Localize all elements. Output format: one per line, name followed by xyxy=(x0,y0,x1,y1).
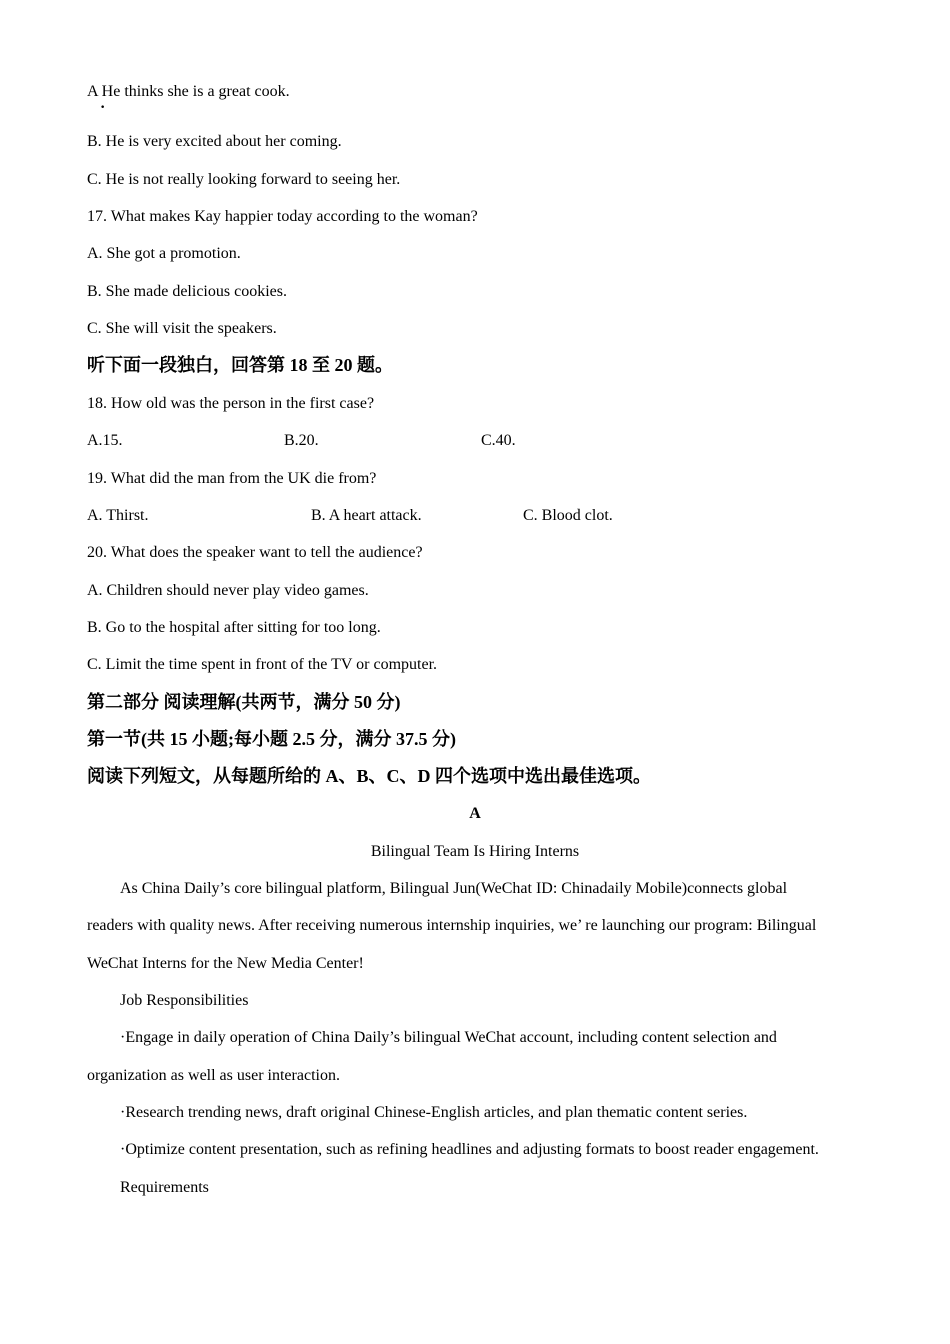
q17-option-c: C. She will visit the speakers. xyxy=(87,320,277,337)
responsibility-1-line-2: organization as well as user interaction. xyxy=(87,1067,340,1084)
q19-option-a: A. Thirst. xyxy=(87,507,149,524)
responsibility-3: ·Optimize content presentation, such as refining headlines and adjusting formats to boost reader engagement. xyxy=(120,1141,819,1158)
q18-option-a: A.15. xyxy=(87,432,123,449)
stray-dot-mark: · xyxy=(100,99,106,116)
q20-option-b: B. Go to the hospital after sitting for too long. xyxy=(87,619,381,636)
q17-stem: 17. What makes Kay happier today according to the woman? xyxy=(87,208,478,225)
section1-heading: 第一节(共 15 小题;每小题 2.5 分，满分 37.5 分) xyxy=(87,729,456,749)
q20-option-c: C. Limit the time spent in front of the TV or computer. xyxy=(87,656,438,673)
q17-option-b: B. She made delicious cookies. xyxy=(87,283,287,300)
passage-title: Bilingual Team Is Hiring Interns xyxy=(370,843,580,860)
monologue-instruction: 听下面一段独白，回答第 18 至 20 题。 xyxy=(87,355,393,375)
q17-option-a: A. She got a promotion. xyxy=(87,245,241,262)
q16-option-a: A He thinks she is a great cook. xyxy=(87,83,290,100)
intro-line-2: readers with quality news. After receiving numerous internship inquiries, we’ re launching our program: Bilingual xyxy=(87,917,817,934)
q16-option-c: C. He is not really looking forward to seeing her. xyxy=(87,171,401,188)
q19-option-c: C. Blood clot. xyxy=(523,507,613,524)
intro-line-1: As China Daily’s core bilingual platform, Bilingual Jun(WeChat ID: Chinadaily Mobile)connects global xyxy=(120,880,788,897)
reading-instruction: 阅读下列短文，从每题所给的 A、B、C、D 四个选项中选出最佳选项。 xyxy=(87,766,651,786)
requirements-heading: Requirements xyxy=(120,1179,209,1196)
part2-heading: 第二部分 阅读理解(共两节，满分 50 分) xyxy=(87,692,401,712)
q19-stem: 19. What did the man from the UK die from? xyxy=(87,470,377,487)
responsibility-2: ·Research trending news, draft original Chinese-English articles, and plan thematic content series. xyxy=(120,1104,748,1121)
responsibility-1-line-1: ·Engage in daily operation of China Daily’s bilingual WeChat account, including content selection and xyxy=(120,1029,777,1046)
responsibilities-heading: Job Responsibilities xyxy=(120,992,249,1009)
q18-option-c: C.40. xyxy=(481,432,516,449)
passage-letter: A xyxy=(469,805,481,822)
q16-option-b: B. He is very excited about her coming. xyxy=(87,133,342,150)
q20-stem: 20. What does the speaker want to tell the audience? xyxy=(87,544,423,561)
q18-option-b: B.20. xyxy=(284,432,319,449)
q19-option-b: B. A heart attack. xyxy=(311,507,422,524)
q18-stem: 18. How old was the person in the first case? xyxy=(87,395,375,412)
q20-option-a: A. Children should never play video games. xyxy=(87,582,369,599)
intro-line-3: WeChat Interns for the New Media Center! xyxy=(87,955,364,972)
